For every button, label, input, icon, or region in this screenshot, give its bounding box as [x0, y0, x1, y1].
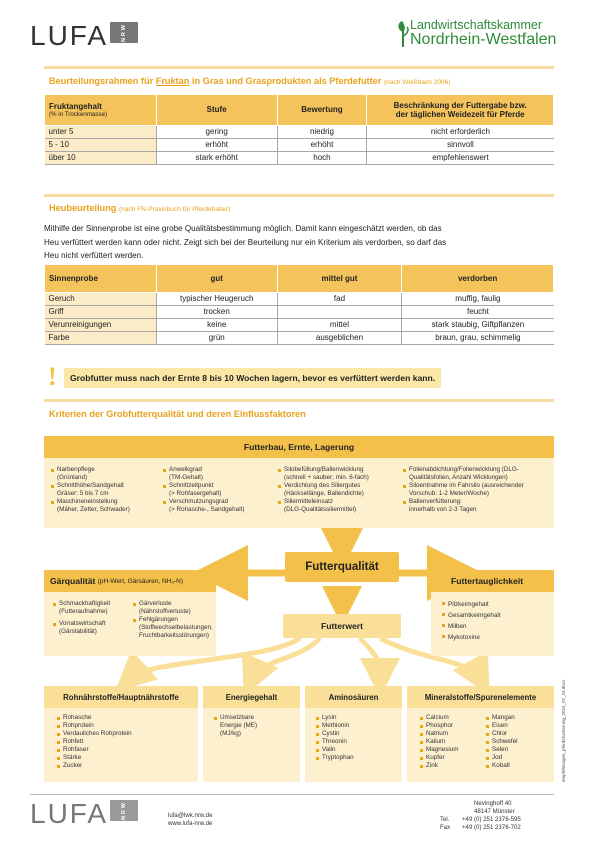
footer-street: Nevinghoff 40: [474, 800, 512, 807]
list-item: Schwefel: [485, 738, 550, 746]
cell: Griff: [45, 306, 157, 319]
cell: Verunreinigungen: [45, 319, 157, 332]
footer-divider: [30, 794, 554, 795]
footer-web[interactable]: www.lufa-nrw.de: [168, 820, 213, 827]
lufa-logo-text: LUFA: [30, 20, 109, 51]
heu-title-text: Heubeurteilung: [49, 203, 117, 213]
cell: gering: [156, 126, 277, 139]
list-item: Rohasche: [56, 714, 196, 722]
futterbau-col: [50, 466, 168, 514]
cell: über 10: [45, 152, 157, 165]
list-item: Vorratswirtschaft: [52, 620, 132, 628]
list-item: Schmackhaftigkeit: [52, 600, 132, 608]
warning-text: Grobfutter muss nach der Ernte 8 bis 10 Wochen lagern, bevor es verfüttert werden kann.: [64, 368, 441, 388]
list-item-note: (Häcksellänge, Ballendichte): [284, 490, 364, 497]
fructan-title-pre: Beurteilungsrahmen für: [49, 76, 156, 86]
list-item-note: Vorschub: 1-2 Meter/Woche): [409, 490, 490, 497]
list-item: Stärke: [56, 754, 196, 762]
arrow-branch: [360, 638, 380, 678]
gaerqualitaet-box: [44, 570, 216, 656]
list-item-note: (Gärstabilität): [59, 628, 97, 635]
list-item-note: Fruchtbarkeitsstörungen): [139, 632, 209, 639]
mineralstoffe-box: [407, 686, 554, 782]
list-item-note: (Mäher, Zetter, Schwader): [57, 506, 130, 513]
list-item: Gesamtkeimgehalt: [441, 610, 551, 621]
nrw-tag: NRW: [110, 22, 138, 43]
col-gut: gut: [156, 265, 277, 293]
list-item: Kupfer: [419, 754, 484, 762]
cell: unter 5: [45, 126, 157, 139]
gaer-col2: [132, 600, 216, 640]
gaer-note: (pH-Wert, Gärsäuren, NH₃-N): [97, 577, 183, 585]
futtertauglichkeit-header: Futtertauglichkeit: [431, 570, 554, 592]
list-item: Folienabdichtung/Folienwicklung (DLG-: [402, 466, 552, 474]
col1-sub: (% in Trockenmasse): [49, 111, 108, 119]
list-item-note: (schnell + sauber; min. 6-fach): [284, 474, 369, 481]
list-item: Zucker: [56, 762, 196, 770]
cell: ausgeblichen: [277, 332, 402, 345]
cell: mittel: [277, 319, 402, 332]
mineral-col2: [485, 714, 550, 770]
list-item: Methionin: [315, 722, 400, 730]
footer-city: 48147 Münster: [474, 808, 515, 815]
futterbau-box: [44, 436, 554, 528]
list-item: Calcium: [419, 714, 484, 722]
list-item-note: Qualitätsfolien, Anzahl Wicklungen): [409, 474, 508, 481]
col-mittel-gut: mittel gut: [277, 265, 402, 293]
futterwert-box: Futterwert: [283, 614, 401, 638]
fructan-title-key: Fruktan: [155, 76, 190, 86]
fructan-title-post: in Gras und Grasprodukten als Pferdefutter: [189, 76, 382, 86]
list-item-note: (> Rohfasergehalt): [169, 490, 222, 497]
energie-list: [213, 714, 298, 738]
list-item: Verdichtung des Siliergutes: [277, 482, 402, 490]
cell: grün: [156, 332, 277, 345]
list-item: Anwelkgrad: [162, 466, 280, 474]
cell: feucht: [402, 306, 554, 319]
roh-list: [56, 714, 196, 770]
list-item: Eisen: [485, 722, 550, 730]
footer-logo-text: LUFA: [30, 798, 109, 829]
list-item: Siliermitteleinsatz: [277, 498, 402, 506]
list-item: Silobefüllung/Ballenwicklung: [277, 466, 402, 474]
org-line2: Nordrhein-Westfalen: [410, 31, 557, 48]
list-item: Rohprotein: [56, 722, 196, 730]
list-item: Fehlgärungen: [132, 616, 216, 624]
cell: erhöht: [277, 139, 367, 152]
list-item: Magnesium: [419, 746, 484, 754]
list-item: Kobalt: [485, 762, 550, 770]
futterqualitaet-box: Futterqualität: [285, 552, 399, 582]
cell: stark staubig, Giftpflanzen: [402, 319, 554, 332]
exclamation-icon: !: [48, 362, 57, 391]
list-item: Narbenpflege: [50, 466, 168, 474]
cell: stark erhöht: [156, 152, 277, 165]
list-item: Tryptophan: [315, 754, 400, 762]
col-verdorben: verdorben: [402, 265, 554, 293]
cell: 5 - 10: [45, 139, 157, 152]
list-item: Pilzkeimgehalt: [441, 599, 551, 610]
list-item: Siloentnahme im Fahrsilo (ausreichender: [402, 482, 552, 490]
aminosaeuren-box: [305, 686, 402, 782]
aminosaeuren-header: Aminosäuren: [305, 686, 402, 708]
cell: sinnvoll: [367, 139, 554, 152]
amino-list: [315, 714, 400, 762]
cell: trocken: [156, 306, 277, 319]
list-item-note: (Nährstoffverluste): [139, 608, 191, 615]
list-item: Rohfett: [56, 738, 196, 746]
footer-fax-label: Fax: [440, 824, 451, 831]
fructan-title-note: (nach Weißbach 2006): [383, 79, 451, 86]
cell: keine: [156, 319, 277, 332]
footer-address: [438, 800, 562, 832]
list-item: Rohfaser: [56, 746, 196, 754]
footer-contact: [168, 812, 212, 828]
list-item-note: (Stoffwechselbelastungen,: [139, 624, 213, 631]
org-line1: Landwirtschaftskammer: [410, 18, 542, 32]
footer-nrw-tag: NRW: [110, 800, 138, 821]
list-item: Phosphor: [419, 722, 484, 730]
rohnaehrstoffe-box: [44, 686, 198, 782]
futterbau-header: Futterbau, Ernte, Lagerung: [44, 436, 554, 458]
list-item: Gärverluste: [132, 600, 216, 608]
list-item: Mykotoxine: [441, 632, 551, 643]
cell: erhöht: [156, 139, 277, 152]
footer-tel-label: Tel.: [440, 816, 450, 823]
col-bewertung: Bewertung: [277, 95, 367, 126]
list-item-note: (TM-Gehalt): [169, 474, 203, 481]
list-item: Umsetzbare: [213, 714, 298, 722]
list-item-note: innerhalb von 2-3 Tagen: [409, 506, 477, 513]
para-line: Heu nicht verfüttert werden.: [44, 251, 144, 260]
cell: Geruch: [45, 293, 157, 306]
list-item: Selen: [485, 746, 550, 754]
footer-email[interactable]: lufa@lwk.nrw.de: [168, 812, 213, 819]
gaer-title: Gärqualität: [50, 576, 96, 586]
cell: hoch: [277, 152, 367, 165]
futterbau-col: [277, 466, 402, 514]
list-item: Lysin: [315, 714, 400, 722]
list-item: Natrium: [419, 730, 484, 738]
list-item: Jod: [485, 754, 550, 762]
list-item: Schnittzeitpunkt: [162, 482, 280, 490]
taug-list: [441, 599, 551, 643]
cell: Farbe: [45, 332, 157, 345]
mineralstoffe-header: Mineralstoffe/Spurenelemente: [407, 686, 554, 708]
energiegehalt-header: Energiegehalt: [203, 686, 300, 708]
footer-logo: [30, 800, 138, 828]
list-item: Ballenverfütterung:: [402, 498, 552, 506]
list-item-note: (> Rohasche-, Sandgehalt): [169, 506, 245, 513]
col-sinnenprobe: Sinnenprobe: [45, 265, 157, 293]
list-item: Milben: [441, 621, 551, 632]
cell: fad: [277, 293, 402, 306]
list-item-note: (MJ/kg): [220, 730, 241, 737]
list-item: Threonin: [315, 738, 400, 746]
list-item-note: Energie (ME): [220, 722, 258, 729]
list-item: Maschineneinstellung: [50, 498, 168, 506]
cell: muffig, faulig: [402, 293, 554, 306]
rohnaehrstoffe-header: Rohnährstoffe/Hauptnährstoffe: [44, 686, 198, 708]
list-item: Valin: [315, 746, 400, 754]
list-item: Verdauliches Rohprotein: [56, 730, 196, 738]
col1-label: Fruktangehalt: [49, 101, 102, 111]
futterbau-col: [402, 466, 552, 514]
side-filename: empfehlungen_pferdefuetterung_2024_07_24.docx: [561, 679, 566, 782]
cell: empfehlenswert: [367, 152, 554, 165]
para-line: Mithilfe der Sinnenprobe ist eine grobe Qualitätsbestimmung möglich. Damit kann eingeschätzt werden, ob das: [44, 224, 442, 233]
list-item: Mangan: [485, 714, 550, 722]
list-item-note: (Grünland): [57, 474, 88, 481]
list-item: Chlor: [485, 730, 550, 738]
col4-l1: Beschränkung der Futtergabe bzw.: [393, 100, 527, 110]
gaer-col1: [52, 600, 132, 636]
para-line: Heu verfüttert werden kann oder nicht. Zeigt sich bei der Beurteilung nur ein Kriterium als verdorben, so darf das: [44, 237, 447, 247]
mineral-col1: [419, 714, 484, 770]
criteria-title: Kriterien der Grobfutterqualität und deren Einflussfaktoren: [49, 409, 306, 419]
list-item: Kalium: [419, 738, 484, 746]
list-item: Cystin: [315, 730, 400, 738]
list-item: Zink: [419, 762, 484, 770]
futtertauglichkeit-box: [431, 570, 554, 656]
cell: typischer Heugeruch: [156, 293, 277, 306]
gaerqualitaet-header: [44, 570, 216, 592]
futterbau-col: [162, 466, 280, 514]
cell: niedrig: [277, 126, 367, 139]
heu-title-note: (nach FN-Praxisbuch für Pferdehalter): [118, 206, 231, 213]
list-item: Verschmutzungsgrad: [162, 498, 280, 506]
footer-tel: +49 (0) 251 2376-595: [462, 816, 521, 823]
footer-fax: +49 (0) 251 2376-702: [462, 824, 521, 831]
list-item-note: (DLG-Qualitätssiliermittel): [284, 506, 357, 513]
energiegehalt-box: [203, 686, 300, 782]
cell: braun, grau, schimmelig: [402, 332, 554, 345]
list-item-note: (Futteraufnahme): [59, 608, 108, 615]
list-item: Schnitthöhe/Sandgehalt: [50, 482, 168, 490]
col4-l2: der täglichen Weidezeit für Pferde: [395, 110, 525, 119]
col-stufe: Stufe: [156, 95, 277, 126]
list-item-note: Gräser: 5 bis 7 cm: [57, 490, 109, 497]
cell: nicht erforderlich: [367, 126, 554, 139]
